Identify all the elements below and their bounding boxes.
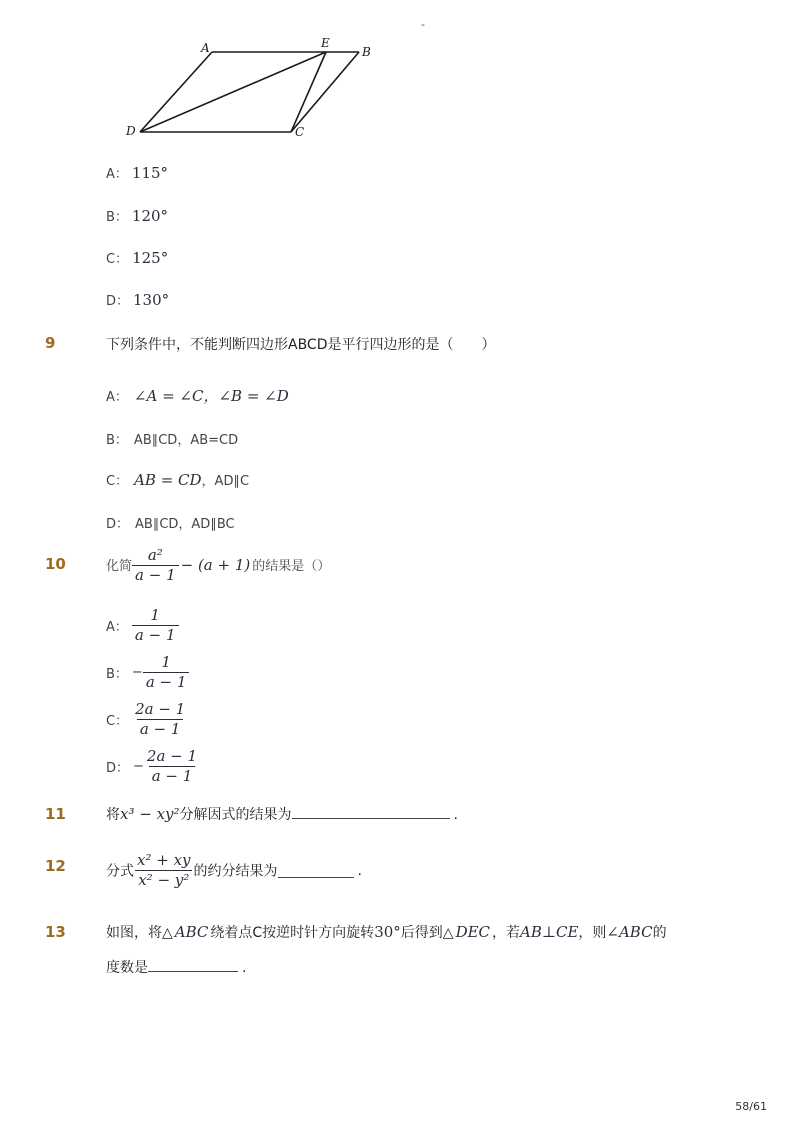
- q9-option-b[interactable]: B： AB∥CD，AB=CD: [106, 433, 239, 448]
- q9-option-d[interactable]: D： AB∥CD，AD∥BC: [106, 517, 235, 532]
- edge-da: [140, 52, 212, 132]
- q10-text: 化简 $\frac{\text{a²}}{a - 1}$ − (a + 1) 的结果是（）: [106, 546, 331, 584]
- label-e: E: [321, 36, 330, 50]
- edge-de: [140, 52, 326, 132]
- parallelogram-figure: [115, 35, 385, 145]
- q8-option-d[interactable]: D： 130°: [106, 291, 170, 309]
- header-mark: -: [421, 18, 425, 31]
- q12-fraction: $\frac{\text{x² + xy}}{\text{x² − y²}}$: [137, 851, 191, 889]
- q8-option-c[interactable]: C： 125°: [106, 249, 169, 267]
- q9-number: 9: [45, 334, 56, 352]
- label-c: C: [295, 125, 305, 139]
- q13-text-line2: 度数是 .: [106, 957, 246, 977]
- q11-answer-blank[interactable]: [292, 804, 450, 819]
- q10-option-c[interactable]: C： $\frac{2a - 1}{a - 1}$: [106, 700, 186, 738]
- q11-text: 将x³ − xy²分解因式的结果为 .: [106, 805, 458, 823]
- page-number: 58/61: [735, 1100, 767, 1113]
- q10-option-d[interactable]: D： − $\frac{2a - 1}{a - 1}$: [106, 747, 198, 785]
- edge-bc: [291, 52, 359, 132]
- q10-number: 10: [45, 555, 66, 573]
- q12-number: 12: [45, 857, 66, 875]
- label-b: B: [362, 45, 371, 59]
- q9-text: 下列条件中，不能判断四边形ABCD是平行四边形的是（ ）: [106, 337, 496, 353]
- q13-answer-blank[interactable]: [148, 957, 238, 972]
- q9-option-a[interactable]: A： ∠A = ∠C，∠B = ∠D: [106, 387, 289, 405]
- label-d: D: [126, 124, 136, 138]
- label-a: A: [201, 41, 210, 55]
- q13-number: 13: [45, 923, 66, 941]
- q8-option-b[interactable]: B： 120°: [106, 207, 169, 225]
- q13-text-line1: 如图，将△ ABC 绕着点C按逆时针方向旋转30°后得到△ DEC ，若AB⊥CE，则∠ABC的: [106, 923, 667, 941]
- q8-option-a[interactable]: A： 115°: [106, 164, 169, 182]
- q12-answer-blank[interactable]: [278, 863, 354, 878]
- q10-option-a[interactable]: A： $\frac{1}{a - 1}$: [106, 606, 179, 645]
- q9-option-c[interactable]: C： AB = CD，AD∥C: [106, 471, 250, 489]
- q10-option-b[interactable]: B： − $\frac{1}{a - 1}$: [106, 653, 189, 692]
- q10-fraction: $\frac{\text{a²}}{a - 1}$: [132, 546, 179, 585]
- q11-number: 11: [45, 805, 66, 823]
- q12-text: 分式 $\frac{\text{x² + xy}}{\text{x² − y²}}$ 的约分结果为 .: [106, 851, 362, 889]
